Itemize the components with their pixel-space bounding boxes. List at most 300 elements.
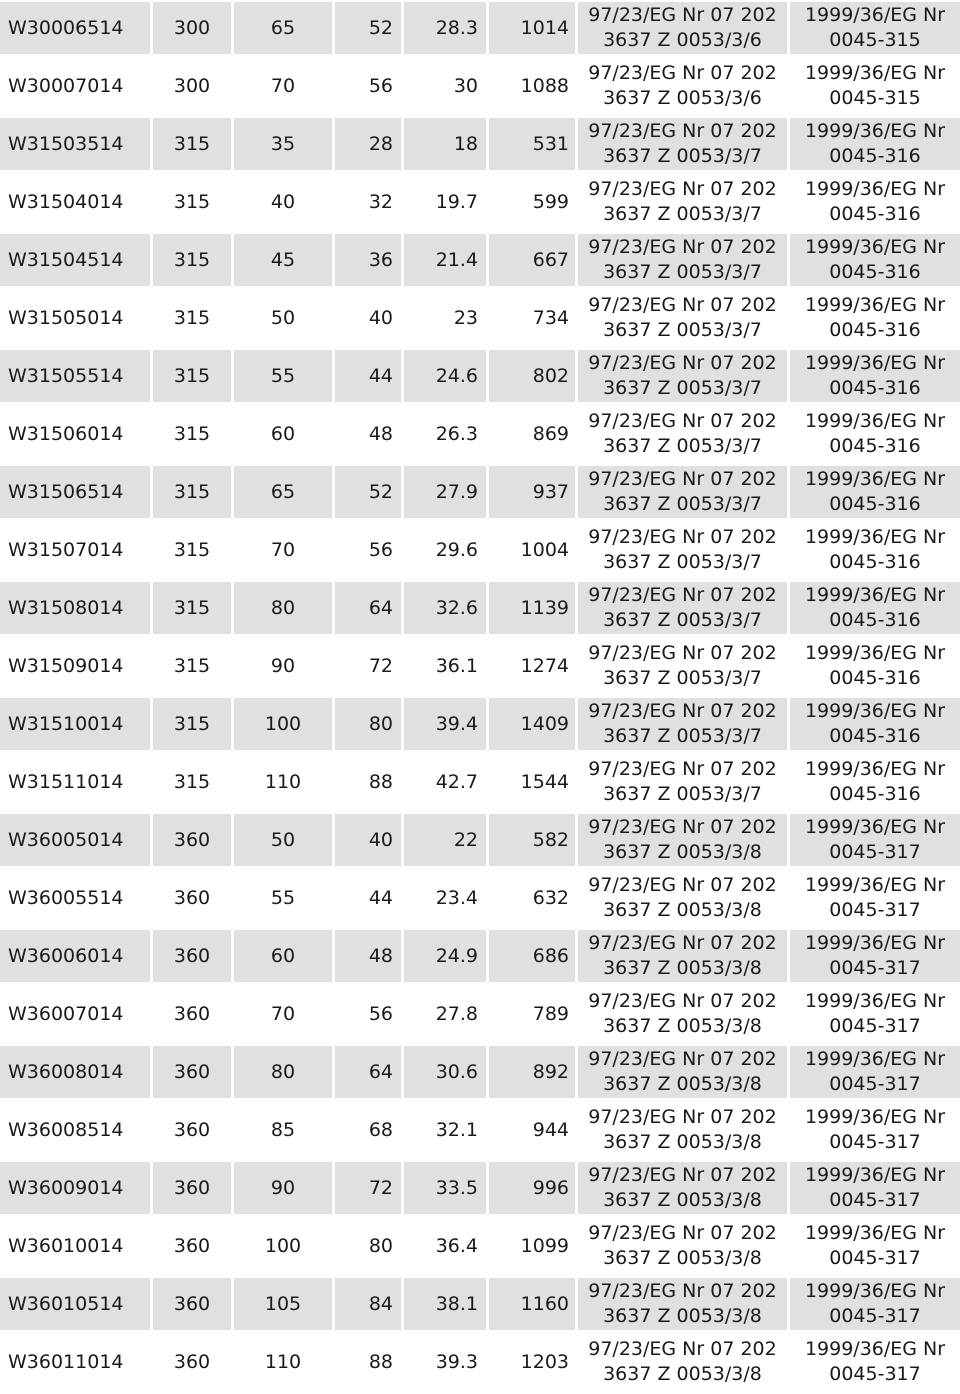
- diameter-cell: 315: [173, 307, 211, 329]
- diameter-cell: 315: [153, 234, 231, 286]
- weight-cell: 26.3: [435, 423, 478, 445]
- directive-line: 97/23/EG Nr 07 202: [588, 1338, 777, 1360]
- regulation-cell: [790, 698, 960, 750]
- width-cell: 40: [270, 191, 296, 213]
- section-cell: 40: [368, 307, 393, 329]
- directive-line: 97/23/EG Nr 07 202: [588, 236, 777, 258]
- width-cell: 90: [234, 1162, 332, 1214]
- regulation-line: 0045-315: [829, 87, 921, 109]
- regulation-cell: [790, 2, 960, 54]
- directive-cell: [578, 1046, 787, 1098]
- table-row: [0, 466, 960, 524]
- weight-cell: 24.9: [404, 930, 486, 982]
- diameter-cell: 315: [173, 191, 211, 213]
- directive-cell: [578, 756, 787, 808]
- article-code-cell: W36007014: [8, 1003, 124, 1025]
- regulation-line: 1999/36/EG Nr: [804, 990, 946, 1012]
- article-code-cell: W36008514: [8, 1119, 124, 1141]
- directive-cell: [578, 814, 787, 866]
- directive-line: 3637 Z 0053/3/8: [603, 841, 762, 863]
- regulation-line: 0045-317: [829, 1363, 921, 1385]
- regulation-cell: [790, 466, 960, 518]
- directive-cell: [578, 1220, 787, 1272]
- weight-cell: 36.4: [435, 1235, 478, 1257]
- directive-line: 97/23/EG Nr 07 202: [588, 990, 777, 1012]
- section-cell: 88: [368, 1351, 393, 1373]
- table-row: [0, 408, 960, 466]
- article-code-cell: W31506014: [8, 423, 124, 445]
- regulation-cell: [790, 988, 960, 1040]
- regulation-cell: [790, 60, 960, 112]
- directive-line: 3637 Z 0053/3/7: [603, 319, 762, 341]
- diameter-cell: 360: [173, 1119, 211, 1141]
- directive-line: 3637 Z 0053/3/8: [603, 1189, 762, 1211]
- directive-cell: [578, 698, 787, 750]
- directive-line: 3637 Z 0053/3/7: [603, 377, 762, 399]
- regulation-line: 0045-316: [829, 609, 921, 631]
- section-cell: 56: [368, 75, 393, 97]
- section-cell: 36: [335, 234, 401, 286]
- regulation-line: 1999/36/EG Nr: [804, 1280, 946, 1302]
- section-cell: 80: [335, 698, 401, 750]
- regulation-cell: [790, 292, 960, 344]
- regulation-line: 0045-316: [829, 377, 921, 399]
- regulation-cell: [790, 234, 960, 286]
- section-cell: 72: [368, 655, 393, 677]
- article-code-cell: W31504014: [8, 191, 124, 213]
- regulation-line: 1999/36/EG Nr: [804, 1338, 946, 1360]
- price-cell: 531: [489, 118, 575, 170]
- regulation-line: 0045-316: [829, 667, 921, 689]
- price-cell: 869: [532, 423, 569, 445]
- weight-cell: 32.1: [435, 1119, 478, 1141]
- section-cell: 44: [335, 350, 401, 402]
- article-code-cell: W36009014: [0, 1162, 150, 1214]
- directive-cell: [578, 350, 787, 402]
- directive-line: 97/23/EG Nr 07 202: [588, 4, 777, 26]
- directive-line: 3637 Z 0053/3/7: [603, 261, 762, 283]
- directive-line: 3637 Z 0053/3/8: [603, 1247, 762, 1269]
- section-cell: 64: [335, 1046, 401, 1098]
- section-cell: 56: [368, 1003, 393, 1025]
- section-cell: 88: [368, 771, 393, 793]
- regulation-line: 0045-317: [829, 1015, 921, 1037]
- regulation-line: 0045-315: [829, 29, 921, 51]
- regulation-cell: [790, 640, 960, 692]
- regulation-line: 0045-316: [829, 145, 921, 167]
- directive-line: 97/23/EG Nr 07 202: [588, 700, 777, 722]
- width-cell: 45: [234, 234, 332, 286]
- weight-cell: 39.4: [404, 698, 486, 750]
- directive-line: 3637 Z 0053/3/8: [603, 1015, 762, 1037]
- regulation-line: 1999/36/EG Nr: [804, 1164, 946, 1186]
- directive-line: 97/23/EG Nr 07 202: [588, 1164, 777, 1186]
- article-code-cell: W36005514: [8, 887, 124, 909]
- article-code-cell: W31511014: [8, 771, 124, 793]
- directive-line: 3637 Z 0053/3/8: [603, 957, 762, 979]
- regulation-line: 1999/36/EG Nr: [804, 584, 946, 606]
- diameter-cell: 360: [153, 1162, 231, 1214]
- directive-cell: [578, 1162, 787, 1214]
- regulation-cell: [790, 1162, 960, 1214]
- directive-line: 3637 Z 0053/3/7: [603, 203, 762, 225]
- section-cell: 56: [368, 539, 393, 561]
- directive-line: 97/23/EG Nr 07 202: [588, 874, 777, 896]
- regulation-cell: [790, 176, 960, 228]
- table-row: [0, 930, 960, 988]
- article-code-cell: W31506514: [0, 466, 150, 518]
- diameter-cell: 300: [153, 2, 231, 54]
- directive-line: 3637 Z 0053/3/8: [603, 1305, 762, 1327]
- directive-cell: [578, 234, 787, 286]
- section-cell: 28: [335, 118, 401, 170]
- directive-cell: [578, 1278, 787, 1330]
- table-row: [0, 234, 960, 292]
- width-cell: 105: [234, 1278, 332, 1330]
- directive-line: 97/23/EG Nr 07 202: [588, 1048, 777, 1070]
- regulation-line: 1999/36/EG Nr: [804, 816, 946, 838]
- diameter-cell: 315: [173, 655, 211, 677]
- width-cell: 65: [234, 2, 332, 54]
- regulation-line: 1999/36/EG Nr: [804, 642, 946, 664]
- weight-cell: 27.8: [435, 1003, 478, 1025]
- directive-cell: [578, 408, 787, 460]
- weight-cell: 39.3: [435, 1351, 478, 1373]
- price-cell: 599: [532, 191, 569, 213]
- directive-line: 97/23/EG Nr 07 202: [588, 294, 777, 316]
- table-row: [0, 118, 960, 176]
- weight-cell: 24.6: [404, 350, 486, 402]
- weight-cell: 30: [453, 75, 478, 97]
- article-code-cell: W36006014: [0, 930, 150, 982]
- directive-line: 3637 Z 0053/3/8: [603, 1073, 762, 1095]
- article-code-cell: W36011014: [8, 1351, 124, 1373]
- regulation-cell: [790, 408, 960, 460]
- directive-line: 3637 Z 0053/3/7: [603, 435, 762, 457]
- diameter-cell: 360: [173, 887, 211, 909]
- directive-line: 97/23/EG Nr 07 202: [588, 1280, 777, 1302]
- table-row: [0, 350, 960, 408]
- table-row: [0, 292, 960, 350]
- width-cell: 50: [234, 814, 332, 866]
- price-cell: 1139: [489, 582, 575, 634]
- section-cell: 80: [368, 1235, 393, 1257]
- weight-cell: 30.6: [404, 1046, 486, 1098]
- directive-cell: [578, 466, 787, 518]
- price-cell: 1004: [520, 539, 569, 561]
- directive-line: 97/23/EG Nr 07 202: [588, 642, 777, 664]
- table-row: [0, 1046, 960, 1104]
- directive-line: 3637 Z 0053/3/7: [603, 493, 762, 515]
- section-cell: 72: [335, 1162, 401, 1214]
- diameter-cell: 315: [153, 350, 231, 402]
- directive-cell: [578, 988, 787, 1040]
- width-cell: 65: [234, 466, 332, 518]
- width-cell: 110: [264, 771, 302, 793]
- weight-cell: 23: [453, 307, 478, 329]
- regulation-cell: [790, 1336, 960, 1388]
- regulation-cell: [790, 814, 960, 866]
- price-cell: 944: [532, 1119, 569, 1141]
- directive-cell: [578, 176, 787, 228]
- regulation-cell: [790, 1046, 960, 1098]
- diameter-cell: 360: [173, 1351, 211, 1373]
- price-cell: 1160: [489, 1278, 575, 1330]
- table-row: [0, 1104, 960, 1162]
- directive-cell: [578, 118, 787, 170]
- width-cell: 70: [270, 539, 296, 561]
- regulation-line: 1999/36/EG Nr: [804, 294, 946, 316]
- diameter-cell: 315: [153, 118, 231, 170]
- regulation-line: 0045-316: [829, 203, 921, 225]
- directive-cell: [578, 524, 787, 576]
- price-cell: 937: [489, 466, 575, 518]
- table-row: [0, 582, 960, 640]
- directive-line: 97/23/EG Nr 07 202: [588, 816, 777, 838]
- directive-line: 97/23/EG Nr 07 202: [588, 584, 777, 606]
- width-cell: 35: [234, 118, 332, 170]
- directive-line: 3637 Z 0053/3/8: [603, 899, 762, 921]
- width-cell: 60: [234, 930, 332, 982]
- directive-cell: [578, 292, 787, 344]
- regulation-line: 1999/36/EG Nr: [804, 758, 946, 780]
- regulation-cell: [790, 350, 960, 402]
- directive-line: 3637 Z 0053/3/7: [603, 145, 762, 167]
- price-cell: 734: [532, 307, 569, 329]
- weight-cell: 28.3: [404, 2, 486, 54]
- directive-line: 3637 Z 0053/3/6: [603, 87, 762, 109]
- table-row: [0, 2, 960, 60]
- width-cell: 80: [234, 1046, 332, 1098]
- directive-line: 97/23/EG Nr 07 202: [588, 932, 777, 954]
- weight-cell: 22: [404, 814, 486, 866]
- diameter-cell: 360: [153, 814, 231, 866]
- price-cell: 789: [532, 1003, 569, 1025]
- width-cell: 50: [270, 307, 296, 329]
- directive-line: 97/23/EG Nr 07 202: [588, 1222, 777, 1244]
- directive-line: 3637 Z 0053/3/6: [603, 29, 762, 51]
- article-code-cell: W30007014: [8, 75, 124, 97]
- diameter-cell: 360: [153, 1278, 231, 1330]
- table-row: [0, 756, 960, 814]
- table-row: [0, 524, 960, 582]
- section-cell: 32: [368, 191, 393, 213]
- price-cell: 1544: [520, 771, 569, 793]
- width-cell: 70: [270, 1003, 296, 1025]
- price-cell: 1088: [520, 75, 569, 97]
- article-code-cell: W31507014: [8, 539, 124, 561]
- article-code-cell: W31503514: [0, 118, 150, 170]
- table-row: [0, 1336, 960, 1394]
- width-cell: 70: [270, 75, 296, 97]
- diameter-cell: 360: [153, 930, 231, 982]
- diameter-cell: 315: [153, 698, 231, 750]
- article-code-cell: W36005014: [0, 814, 150, 866]
- article-code-cell: W31508014: [0, 582, 150, 634]
- width-cell: 110: [264, 1351, 302, 1373]
- regulation-line: 1999/36/EG Nr: [804, 1106, 946, 1128]
- price-cell: 1409: [489, 698, 575, 750]
- table-row: [0, 988, 960, 1046]
- regulation-line: 0045-316: [829, 493, 921, 515]
- table-row: [0, 1278, 960, 1336]
- regulation-line: 1999/36/EG Nr: [804, 236, 946, 258]
- regulation-cell: [790, 524, 960, 576]
- regulation-line: 0045-317: [829, 1073, 921, 1095]
- section-cell: 52: [335, 466, 401, 518]
- table-row: [0, 872, 960, 930]
- price-cell: 667: [489, 234, 575, 286]
- regulation-line: 1999/36/EG Nr: [804, 932, 946, 954]
- regulation-line: 0045-317: [829, 1189, 921, 1211]
- section-cell: 64: [335, 582, 401, 634]
- price-cell: 1099: [520, 1235, 569, 1257]
- weight-cell: 42.7: [435, 771, 478, 793]
- weight-cell: 21.4: [404, 234, 486, 286]
- regulation-line: 1999/36/EG Nr: [804, 526, 946, 548]
- regulation-line: 1999/36/EG Nr: [804, 700, 946, 722]
- directive-cell: [578, 2, 787, 54]
- regulation-line: 1999/36/EG Nr: [804, 410, 946, 432]
- section-cell: 48: [335, 930, 401, 982]
- weight-cell: 23.4: [435, 887, 478, 909]
- regulation-line: 0045-317: [829, 1247, 921, 1269]
- directive-cell: [578, 1336, 787, 1388]
- section-cell: 68: [368, 1119, 393, 1141]
- directive-line: 3637 Z 0053/3/7: [603, 551, 762, 573]
- section-cell: 52: [335, 2, 401, 54]
- article-code-cell: W31510014: [0, 698, 150, 750]
- regulation-line: 0045-316: [829, 725, 921, 747]
- directive-line: 97/23/EG Nr 07 202: [588, 352, 777, 374]
- section-cell: 48: [368, 423, 393, 445]
- weight-cell: 38.1: [404, 1278, 486, 1330]
- regulation-line: 0045-316: [829, 261, 921, 283]
- width-cell: 85: [270, 1119, 296, 1141]
- regulation-line: 1999/36/EG Nr: [804, 874, 946, 896]
- regulation-cell: [790, 118, 960, 170]
- regulation-line: 0045-317: [829, 1131, 921, 1153]
- section-cell: 84: [335, 1278, 401, 1330]
- directive-line: 97/23/EG Nr 07 202: [588, 1106, 777, 1128]
- directive-line: 3637 Z 0053/3/7: [603, 609, 762, 631]
- regulation-line: 1999/36/EG Nr: [804, 352, 946, 374]
- width-cell: 100: [234, 698, 332, 750]
- regulation-cell: [790, 582, 960, 634]
- weight-cell: 19.7: [435, 191, 478, 213]
- article-code-cell: W31505014: [8, 307, 124, 329]
- directive-cell: [578, 872, 787, 924]
- width-cell: 55: [270, 887, 296, 909]
- table-row: [0, 1220, 960, 1278]
- weight-cell: 32.6: [404, 582, 486, 634]
- regulation-line: 0045-316: [829, 783, 921, 805]
- directive-cell: [578, 930, 787, 982]
- regulation-line: 1999/36/EG Nr: [804, 1222, 946, 1244]
- table-row: [0, 698, 960, 756]
- directive-line: 97/23/EG Nr 07 202: [588, 410, 777, 432]
- regulation-cell: [790, 756, 960, 808]
- regulation-cell: [790, 930, 960, 982]
- regulation-line: 1999/36/EG Nr: [804, 1048, 946, 1070]
- diameter-cell: 300: [173, 75, 211, 97]
- article-code-cell: W31505514: [0, 350, 150, 402]
- regulation-line: 0045-317: [829, 899, 921, 921]
- diameter-cell: 315: [153, 466, 231, 518]
- article-code-cell: W36010514: [0, 1278, 150, 1330]
- diameter-cell: 360: [153, 1046, 231, 1098]
- table-row: [0, 176, 960, 234]
- table-row: [0, 60, 960, 118]
- section-cell: 40: [335, 814, 401, 866]
- price-cell: 582: [489, 814, 575, 866]
- table-row: [0, 1162, 960, 1220]
- directive-cell: [578, 1104, 787, 1156]
- price-cell: 1014: [489, 2, 575, 54]
- regulation-cell: [790, 1278, 960, 1330]
- article-code-cell: W31504514: [0, 234, 150, 286]
- regulation-line: 1999/36/EG Nr: [804, 178, 946, 200]
- article-code-cell: W30006514: [0, 2, 150, 54]
- regulation-line: 1999/36/EG Nr: [804, 4, 946, 26]
- diameter-cell: 315: [173, 423, 211, 445]
- directive-line: 3637 Z 0053/3/7: [603, 725, 762, 747]
- regulation-line: 0045-316: [829, 319, 921, 341]
- directive-line: 3637 Z 0053/3/8: [603, 1363, 762, 1385]
- directive-cell: [578, 640, 787, 692]
- directive-line: 97/23/EG Nr 07 202: [588, 468, 777, 490]
- weight-cell: 29.6: [435, 539, 478, 561]
- regulation-line: 0045-316: [829, 435, 921, 457]
- regulation-line: 0045-316: [829, 551, 921, 573]
- width-cell: 60: [270, 423, 296, 445]
- directive-line: 97/23/EG Nr 07 202: [588, 62, 777, 84]
- width-cell: 90: [270, 655, 296, 677]
- directive-line: 97/23/EG Nr 07 202: [588, 758, 777, 780]
- price-cell: 892: [489, 1046, 575, 1098]
- directive-cell: [578, 582, 787, 634]
- article-code-cell: W36008014: [0, 1046, 150, 1098]
- regulation-line: 0045-317: [829, 841, 921, 863]
- section-cell: 44: [368, 887, 393, 909]
- price-cell: 802: [489, 350, 575, 402]
- regulation-line: 0045-317: [829, 1305, 921, 1327]
- diameter-cell: 315: [173, 771, 211, 793]
- width-cell: 55: [234, 350, 332, 402]
- directive-line: 3637 Z 0053/3/7: [603, 783, 762, 805]
- weight-cell: 36.1: [435, 655, 478, 677]
- directive-cell: [578, 60, 787, 112]
- width-cell: 80: [234, 582, 332, 634]
- regulation-line: 1999/36/EG Nr: [804, 468, 946, 490]
- directive-line: 3637 Z 0053/3/7: [603, 667, 762, 689]
- price-cell: 686: [489, 930, 575, 982]
- diameter-cell: 315: [153, 582, 231, 634]
- table-row: [0, 814, 960, 872]
- regulation-cell: [790, 1220, 960, 1272]
- weight-cell: 33.5: [404, 1162, 486, 1214]
- price-cell: 1203: [520, 1351, 569, 1373]
- directive-line: 3637 Z 0053/3/8: [603, 1131, 762, 1153]
- regulation-cell: [790, 1104, 960, 1156]
- price-cell: 1274: [520, 655, 569, 677]
- directive-line: 97/23/EG Nr 07 202: [588, 120, 777, 142]
- directive-line: 97/23/EG Nr 07 202: [588, 178, 777, 200]
- directive-line: 97/23/EG Nr 07 202: [588, 526, 777, 548]
- weight-cell: 27.9: [404, 466, 486, 518]
- regulation-line: 1999/36/EG Nr: [804, 62, 946, 84]
- diameter-cell: 315: [173, 539, 211, 561]
